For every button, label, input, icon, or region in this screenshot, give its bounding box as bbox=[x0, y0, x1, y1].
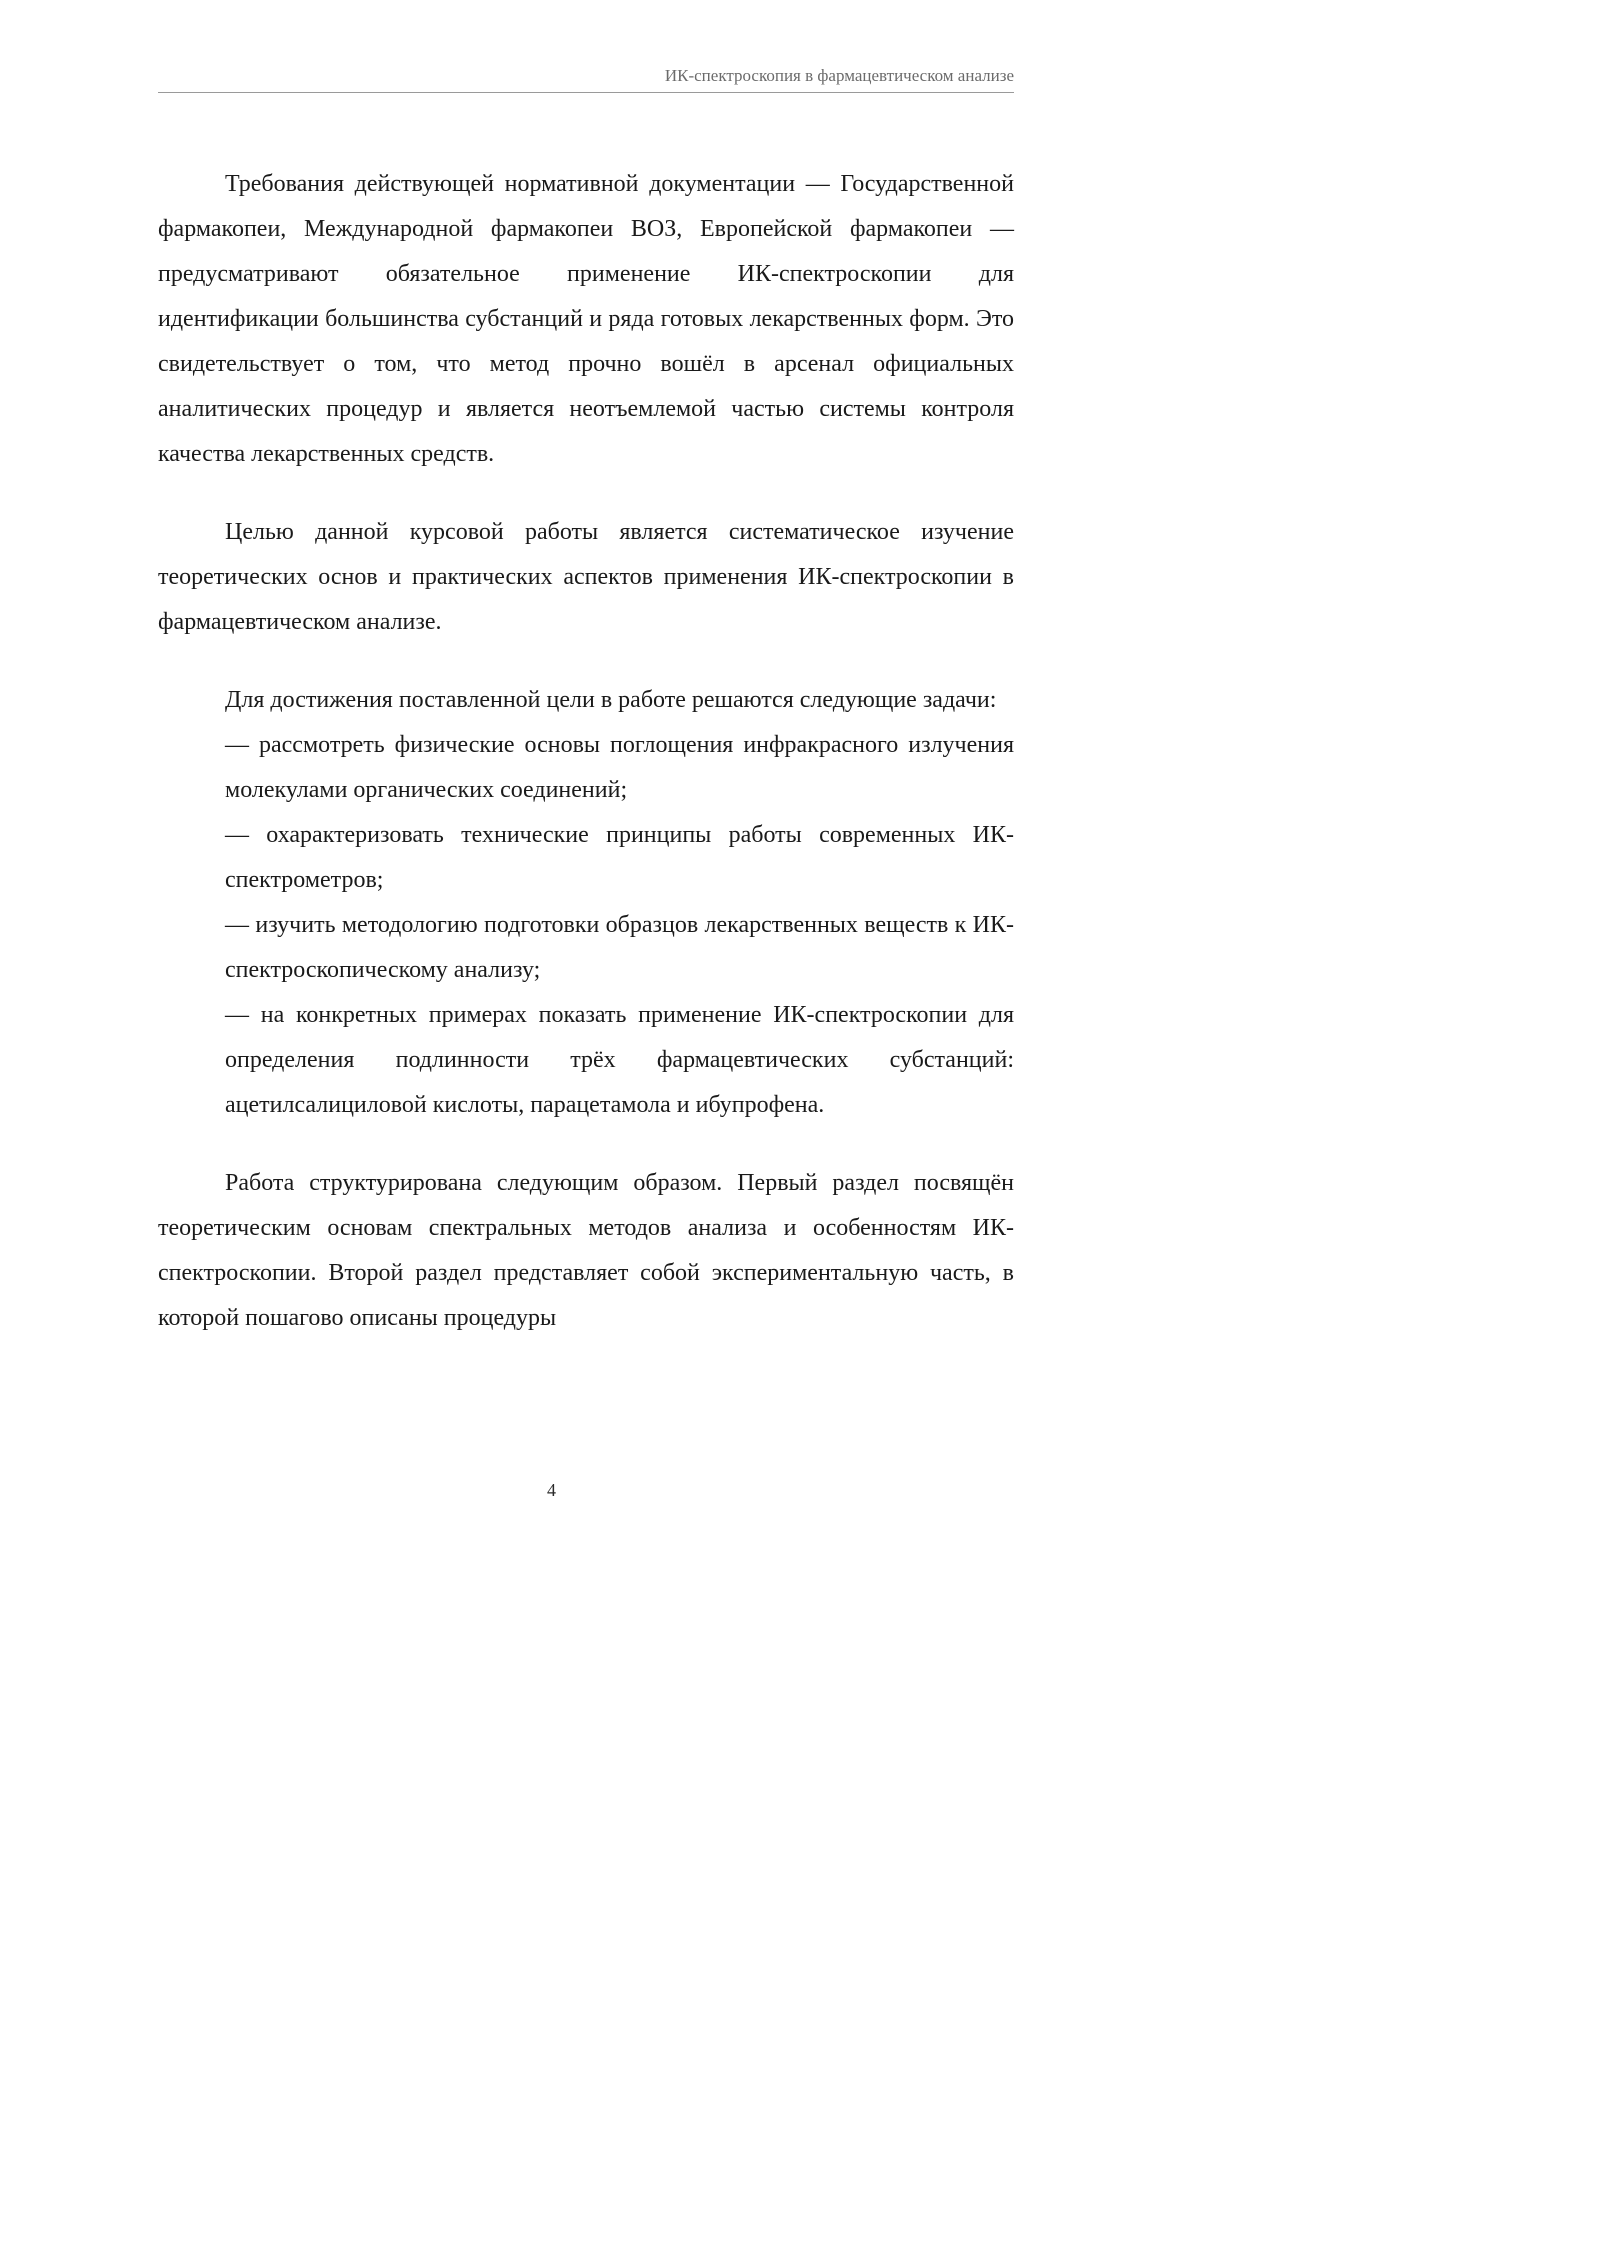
paragraph-regulatory-requirements: Требования действующей нормативной документации — Государственной фармакопеи, Международной фармакопеи ВОЗ, Европейской фармакопеи — предусматривают обязательное применение ИК-спектроскопии для идентификации большинства субстанций и ряда готовых лекарственных форм. Это свидетельствует о том, что метод прочно вошёл в арсенал официальных аналитических процедур и является неотъемлемой частью системы контроля качества лекарственных средств. bbox=[158, 171, 1014, 467]
page-number: 4 bbox=[547, 1480, 556, 1500]
running-header: ИК-спектроскопия в фармацевтическом анализе bbox=[158, 66, 1014, 93]
task-item: — изучить методологию подготовки образцов лекарственных веществ к ИК-спектроскопическому анализу; bbox=[225, 912, 1014, 983]
paragraph-tasks-intro: Для достижения поставленной цели в работе решаются следующие задачи: bbox=[225, 687, 997, 713]
task-item: — на конкретных примерах показать применение ИК-спектроскопии для определения подлинности трёх фармацевтических субстанций: ацетилсалициловой кислоты, парацетамола и ибупрофена. bbox=[225, 1002, 1014, 1118]
task-item: — охарактеризовать технические принципы работы современных ИК-спектрометров; bbox=[225, 822, 1014, 893]
paragraph-work-goal: Целью данной курсовой работы является систематическое изучение теоретических основ и практических аспектов применения ИК-спектроскопии в фармацевтическом анализе. bbox=[158, 519, 1014, 635]
task-item: — рассмотреть физические основы поглощения инфракрасного излучения молекулами органических соединений; bbox=[225, 732, 1014, 803]
paragraph-work-structure: Работа структурирована следующим образом. Первый раздел посвящён теоретическим основам спектральных методов анализа и особенностям ИК-спектроскопии. Второй раздел представляет собой экспериментальную часть, в которой пошагово описаны процедуры bbox=[158, 1170, 1014, 1331]
tasks-list bbox=[158, 723, 1014, 1128]
page-body bbox=[158, 162, 1014, 1341]
